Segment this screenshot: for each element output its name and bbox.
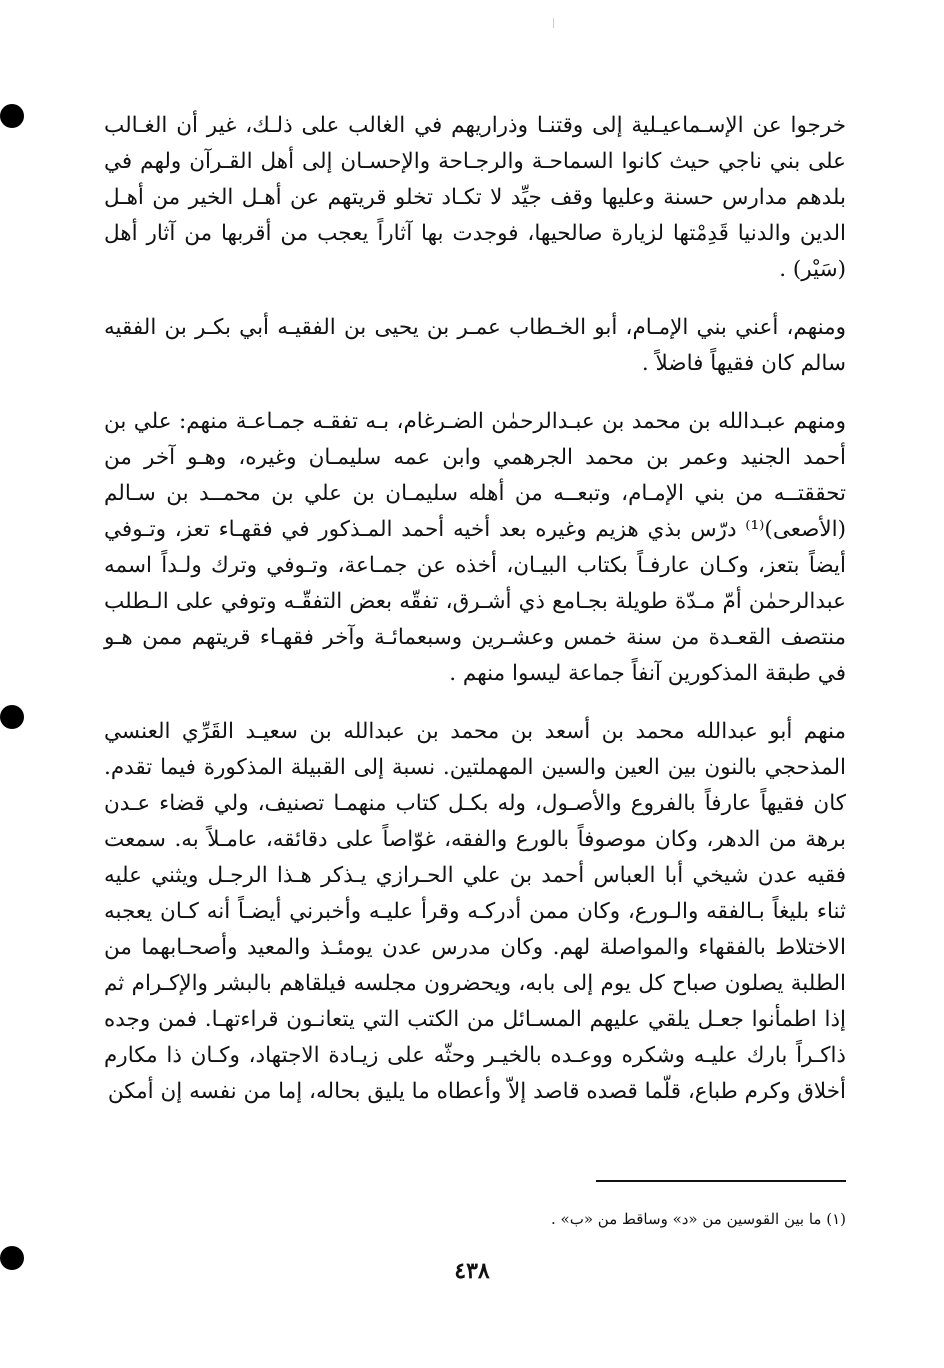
paragraph-4: منهم أبو عبدالله محمد بن أسعد بن محمد بن عبدالله بن سعيـد القَرِّي العنسي المذحجي بالنون بين العين والسين المهملتين. نسبة إلى القبيلة المذكورة فيما تقدم. كان فقيهاً عارفاً بالفروع والأصـول، وله بكـل كتاب منهمـا تصنيف، ولي قضاء عـدن برهة من الدهر، وكان موصوفاً بالورع والفقه، غوّاصاً على دقائقه، عامـلاً به. سمعت فقيه عدن شيخي أبا العباس أحمد بن علي الحـرازي يـذكر هـذا الرجـل ويثني عليه ثناء بليغاً بـالفقه والـورع، وكان ممن أدركـه وقرأ عليـه وأخبرني أيضـاً أنه كـان يعجبه الاختلاط بالفقهاء والمواصلة لهم. وكان مدرس عدن يومئـذ والمعيد وأصحـابهما من الطلبة يصلون صباح كل يوم إلى بابه، ويحضرون مجلسه فيلقاهم بالبشر والإكـرام ثم إذا اطمأنوا جعـل يلقي عليهم المسـائل من الكتب التي يتعانـون قراءتهـا. فمن وجده ذاكـراً بارك عليـه وشكره ووعـده بالخيـر وحثّه على زيـادة الاجتهاد، وكـان ذا مكارم أخلاق وكرم طباع، قلّما قصده قاصد إلاّ وأعطاه ما يليق بحاله، إما من نفسه إن أمكن: [104, 719, 846, 1104]
body-text: [104, 108, 846, 1132]
paragraph-3: ومنهم عبـدالله بن محمد بن عبـدالرحمٰن الضـرغام، بـه تفقـه جمـاعـة منهم: علي بن أحمد الجنيد وعمر بن محمد الجرهمي وابن عمه سليمـان وغيره، وهـو آخر من تحققتــه من بني الإمـام، وتبعــه من أهله سليمـان بن علي بن محمــد بن سـالم (الأصعى)⁽¹⁾ درّس بذي هزيم وغيره بعد أخيه أحمد المـذكور في فقهـاء تعز، وتـوفي أيضاً بتعز، وكـان عارفـاً بكتاب البيـان، أخذه عن جمـاعة، وتـوفي وترك ولـداً اسمه عبدالرحمٰن أمّ مـدّة طويلة بجـامع ذي أشـرق، تفقّه بعض التفقّـه وتوفي على الـطلب منتصف القعـدة من سنة خمس وعشـرين وسبعمائـة وآخر فقهـاء قريتهم ممن هـو في طبقة المذكورين آنفاً جماعة ليسوا منهم .: [104, 409, 846, 686]
scan-mark: [553, 18, 554, 28]
binding-hole-bottom: [0, 1246, 24, 1270]
paragraph-2: ومنهم، أعني بني الإمـام، أبو الخـطاب عمـر بن يحيى بن الفقيـه أبي بكـر بن الفقيه سالم كان فقيهاً فاضلاً .: [104, 315, 846, 376]
footnote-divider: [596, 1180, 846, 1182]
page-number: ٤٣٨: [454, 1258, 490, 1284]
binding-hole-middle: [0, 705, 24, 729]
footnote: (١) ما بين القوسين من «د» وساقط من «ب» .: [551, 1210, 846, 1228]
paragraph-1: خرجوا عن الإسـماعيـلية إلى وقتنـا وذراريهم في الغالب على ذلـك، غير أن الغـالب على بني ناجي حيث كانوا السماحـة والرجـاحة والإحسـان إلى أهل القـرآن ولهم في بلدهم مدارس حسنة وعليها وقف جيِّد لا تكـاد تخلو قريتهم عن أهـل الخير من أهـل الدين والدنيا قَدِمْتها لزيارة صالحيها، فوجدت بها آثاراً يعجب من أقربها من آثار أهل (سَيْر) .: [104, 113, 846, 282]
binding-hole-top: [0, 104, 24, 128]
